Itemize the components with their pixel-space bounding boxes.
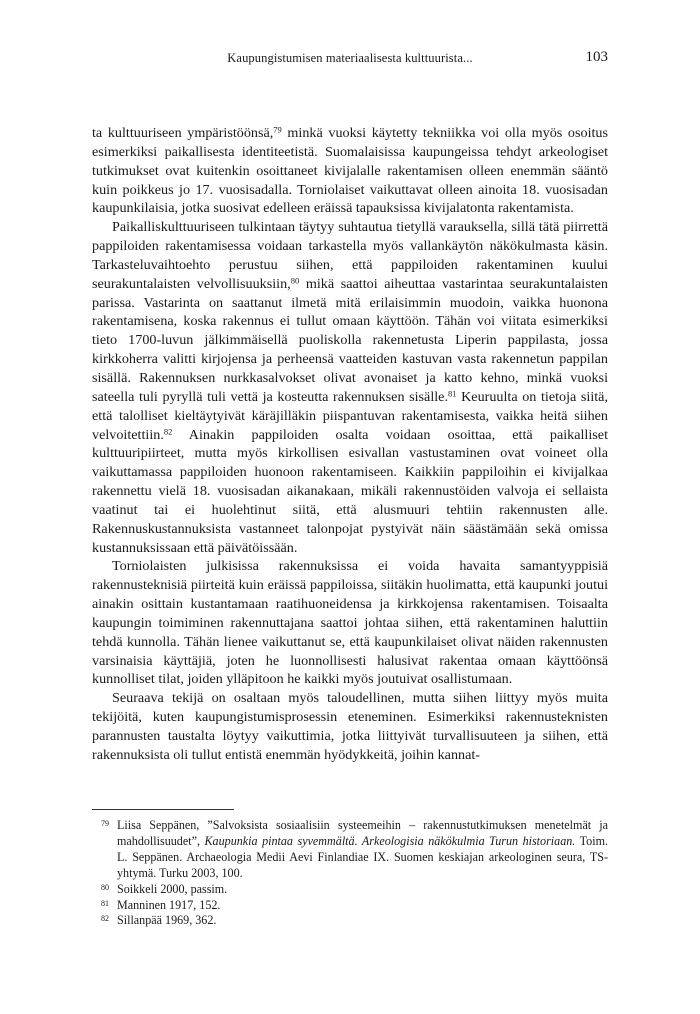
footnote-number: 79 [101, 819, 109, 828]
footnote-reference: 81 [448, 388, 457, 399]
footnote-79 [92, 818, 608, 882]
footnote-reference: 79 [273, 124, 282, 135]
paragraph-text: Torniolaisten julkisissa rakennuksissa ei voida havaita samantyyppisiä rakennusteknisiä piirteitä kuin eräissä pappiloissa, siitäkin huolimatta, että kaupunki joutui ainakin osittain kustantamaan raatihuoneidensa ja kirkkojensa rakentamisen. Toisaalta kaupungin toimiminen rakennuttajana saattoi johtaa siihen, että rakentaminen haluttiin tehdä kunnolla. Tähän lienee vaikuttanut se, että kaupunkilaiset olivat näiden rakennusten varsinaisia käyttäjiä, joten he luonnollisesti halusivat rakentaa omaan käyttöönsä kunnolliset tilat, joiden ylläpitoon he kaikki myös joutuivat osallistumaan. [92, 558, 608, 688]
body-paragraph [92, 689, 608, 764]
body-paragraph [92, 557, 608, 689]
paragraph-text: Seuraava tekijä on osaltaan myös taloudellinen, mutta siihen liittyy myös muita tekijöitä, kuten kaupungistumisprosessin eteneminen. Esimerkiksi rakennusteknisten parannusten taustalta löytyy vaikuttimia, jotka liittyivät turvallisuuteen ja siihen, että rakennuksista oli tullut entistä enemmän hyödykkeitä, joihin kannat- [92, 690, 608, 763]
paragraph-text: Keuruulta on tietoja siitä, että talolliset kieltäytyivät käräjilläkin piispantuvan rakentamisesta, vaikka heitä siihen velvoitettiin. [92, 388, 608, 443]
footnote-81 [92, 898, 608, 914]
body-paragraph [92, 124, 608, 218]
footnote-number: 81 [101, 898, 109, 908]
page-number: 103 [585, 49, 608, 65]
body-text [92, 124, 608, 765]
footnote-text-segment: Sillanpää 1969, 362. [117, 913, 217, 928]
footnote-text [117, 882, 227, 896]
footnote-text-segment: Toim. L. Seppänen. Archaeologia Medii Aevi Finlandiae IX. Suomen keskiajan arkeologinen seura, TS-yhtymä. Turku 2003, 100. [117, 833, 609, 880]
paragraph-text: Ainakin pappiloiden osalta voidaan osoittaa, että paikalliset kulttuuripiirteet, mutta myös kirkollisen esivallan vastustaminen ovat voineet olla vaikuttamassa pappiloiden huonoon rakentamiseen. Kaikkiin pappiloihin ei kivijalkaa rakennettu vielä 18. vuosisadan aikanakaan, mikäli rakennustöiden valvoja ei sellaista vaatinut tai ei huolehtinut siitä, että alusmuuri tehtiin rakennusten alle. Rakennuskustannuksista vastanneet talonpojat pystyivät näin säästämään sekä omissa kustannuksissaan että päivätöissään. [92, 426, 608, 556]
footnotes [92, 818, 608, 929]
paragraph-text: ta kulttuuriseen ympäristöönsä, [92, 125, 274, 141]
footnote-text [117, 818, 608, 880]
footnote-text-segment: Liisa Seppänen, ”Salvoksista sosiaalisiin systeemeihin – rakennustutkimuksen menetelmät ja mahdollisuudet”, [117, 818, 608, 848]
footnote-text-segment: Manninen 1917, 152. [117, 897, 221, 912]
running-header [92, 49, 608, 69]
footnote-title-italic: Kaupunkia pintaa syvemmältä. Arkeologisia näkökulmia Turun historiaan. [204, 833, 576, 848]
running-title: Kaupungistumisen materiaalisesta kulttuurista... [227, 51, 473, 65]
footnote-divider [92, 809, 234, 810]
footnote-number: 82 [101, 914, 109, 924]
footnote-number: 80 [101, 882, 109, 892]
paragraph-text: Paikalliskulttuuriseen tulkintaan täytyy suhtautua tietyllä varauksella, sillä tätä piirrettä pappiloiden rakentamisessa voidaan tarkastella myös vallankäytön näkökulmasta käsin. Tarkasteluvaihtoehto perustuu siihen, että pappiloiden rakentaminen kuului seurakuntalaisten velvollisuuksiin, [92, 219, 608, 292]
footnote-reference: 82 [163, 425, 173, 436]
body-paragraph [92, 218, 608, 557]
paragraph-text: minkä vuoksi käytetty tekniikka voi olla myös osoitus esimerkiksi paikallisesta identiteetistä. Suomalaisissa kaupungeissa tehdyt arkeologiset tutkimukset ovat kuitenkin osoittaneet kivijalalle rakentamisen olleen enemmän sääntö kuin poikkeus jo 17. vuosisadalla. Torniolaiset vaikuttavat olleen ainoita 18. vuosisadan kaupunkilaisia, jotka suosivat edelleen eräissä tapauksissa kivijalatonta rakentamista. [92, 125, 608, 217]
footnote-text [117, 898, 220, 912]
footnote-text [117, 913, 216, 927]
footnote-reference: 80 [290, 275, 300, 286]
footnote-80 [92, 882, 608, 898]
footnote-text-segment: Soikkeli 2000, passim. [117, 881, 228, 896]
footnote-82 [92, 913, 608, 929]
paragraph-text: mikä saattoi aiheuttaa vastarintaa seurakuntalaisten parissa. Vastarinta on saattanut ilmetä mitä erilaisimmin muodoin, vaikka huonona rakentamisena, koska rakennus ei tullut omaan käyttöön. Tähän voi viitata esimerkiksi tieto 1700-luvun jälkimmäisellä puoliskolla rakennetusta Liperin pappilasta, jossa kirkkoherra valitti kirjojensa ja perheensä vaatteiden kastuvan vasta rakennetun pappilan sisällä. Rakennuksen nurkkasalvokset olivat avonaiset ja katto kehno, minkä vuoksi sateella tuli pyryllä tuli vettä ja kosteutta rakennuksen sisälle. [92, 275, 608, 405]
